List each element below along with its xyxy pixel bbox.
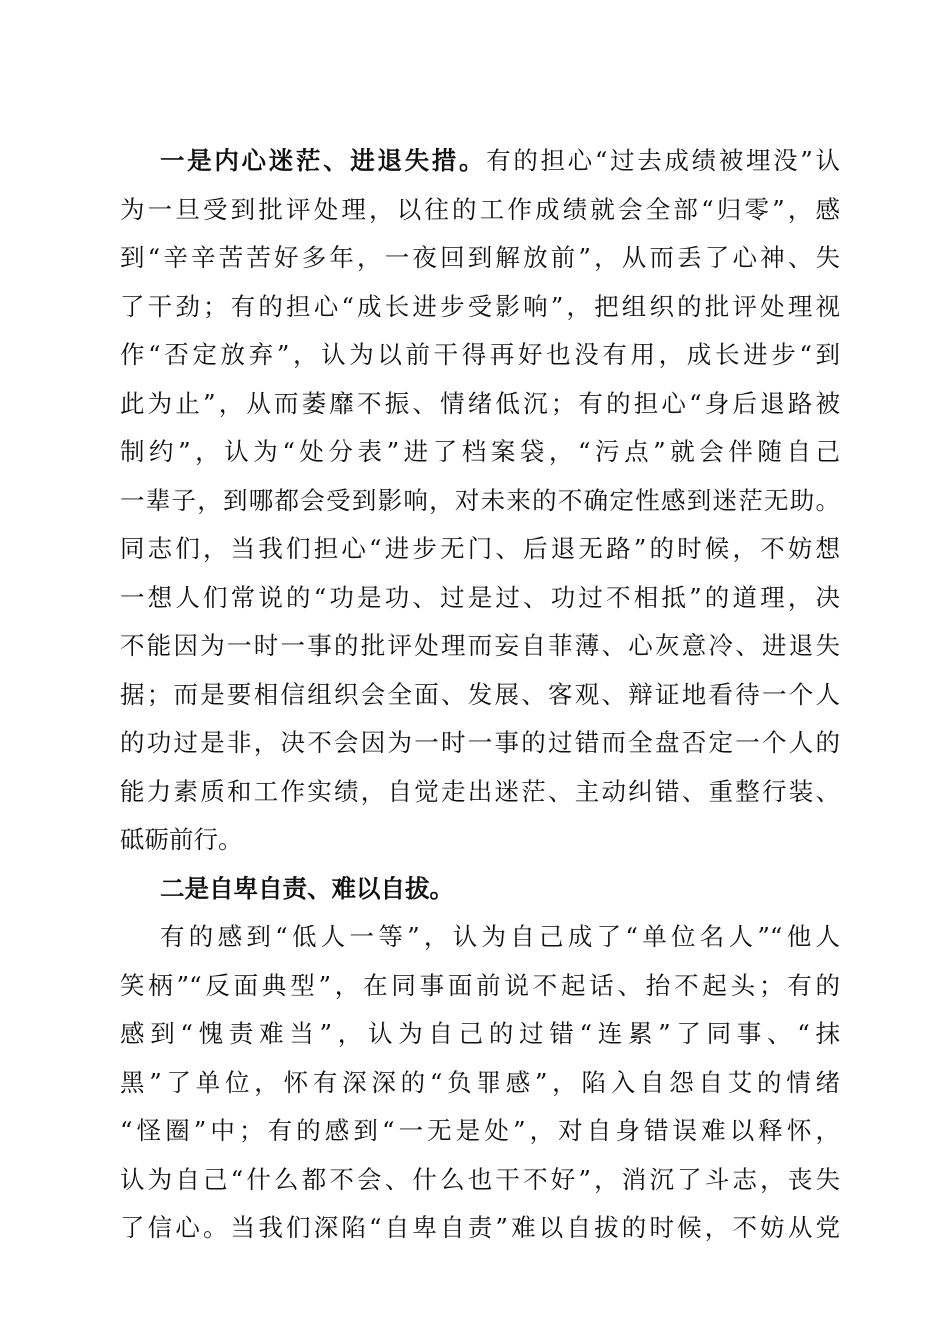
paragraph-1-line-14: 能力素质和工作实绩，自觉走出迷茫、主动纠错、重整行装、	[120, 776, 840, 806]
document-body	[120, 137, 840, 1253]
paragraph-1-line-4: 了干劲；有的担心“成长进步受影响”，把组织的批评处理视	[120, 291, 840, 321]
paragraph-1-line-7: 制约”，认为“处分表”进了档案袋，“污点”就会伴随自己	[120, 437, 840, 466]
paragraph-1-line-12: 据；而是要相信组织会全面、发展、客观、辩证地看待一个人	[120, 679, 840, 709]
paragraph-2-line-4: 黑”了单位，怀有深深的“负罪感”，陷入自怨自艾的情绪	[120, 1067, 840, 1097]
paragraph-2-line-7: 了信心。当我们深陷“自卑自责”难以自拔的时候，不妨从党	[120, 1213, 840, 1242]
paragraph-1-line-1-text: 有的担心“过去成绩被埋没”认	[486, 146, 840, 175]
paragraph-2-line-2: 笑柄”“反面典型”，在同事面前说不起话、抬不起头；有的	[120, 970, 840, 1000]
paragraph-2-line-6: 认为自己“什么都不会、什么也干不好”，消沉了斗志，丧失	[120, 1164, 840, 1194]
paragraph-1-line-2: 为一旦受到批评处理，以往的工作成绩就会全部“归零”，感	[120, 194, 840, 224]
paragraph-1-line-3: 到“辛辛苦苦好多年，一夜回到解放前”，从而丢了心神、失	[120, 243, 840, 272]
paragraph-1-line-11: 不能因为一时一事的批评处理而妄自菲薄、心灰意冷、进退失	[120, 631, 840, 660]
paragraph-1-line-15: 砥砺前行。	[120, 825, 243, 854]
paragraph-1-line-9: 同志们，当我们担心“进步无门、后退无路”的时候，不妨想	[120, 534, 840, 563]
paragraph-1-line-5: 作“否定放弃”，认为以前干得再好也没有用，成长进步“到	[120, 340, 840, 369]
paragraph-1-line-6: 此为止”，从而萎靡不振、情绪低沉；有的担心“身后退路被	[120, 388, 840, 418]
paragraph-2-line-3: 感到“愧责难当”，认为自己的过错“连累”了同事、“抹	[120, 1019, 840, 1048]
paragraph-1-line-13: 的功过是非，决不会因为一时一事的过错而全盘否定一个人的	[120, 728, 840, 757]
heading-2: 二是自卑自责、难以自拔。	[160, 873, 454, 903]
paragraph-1-line-1	[120, 137, 840, 186]
paragraph-1-line-8: 一辈子，到哪都会受到影响，对未来的不确定性感到迷茫无助。	[120, 485, 840, 515]
paragraph-1-line-10: 一想人们常说的“功是功、过是过、功过不相抵”的道理，决	[120, 582, 840, 612]
paragraph-2-line-1: 有的感到“低人一等”，认为自己成了“单位名人”“他人	[160, 922, 840, 951]
paragraph-2-line-5: “怪圈”中；有的感到“一无是处”，对自身错误难以释怀，	[120, 1116, 840, 1145]
paragraph-1-heading: 一是内心迷茫、进退失措。	[160, 146, 487, 175]
